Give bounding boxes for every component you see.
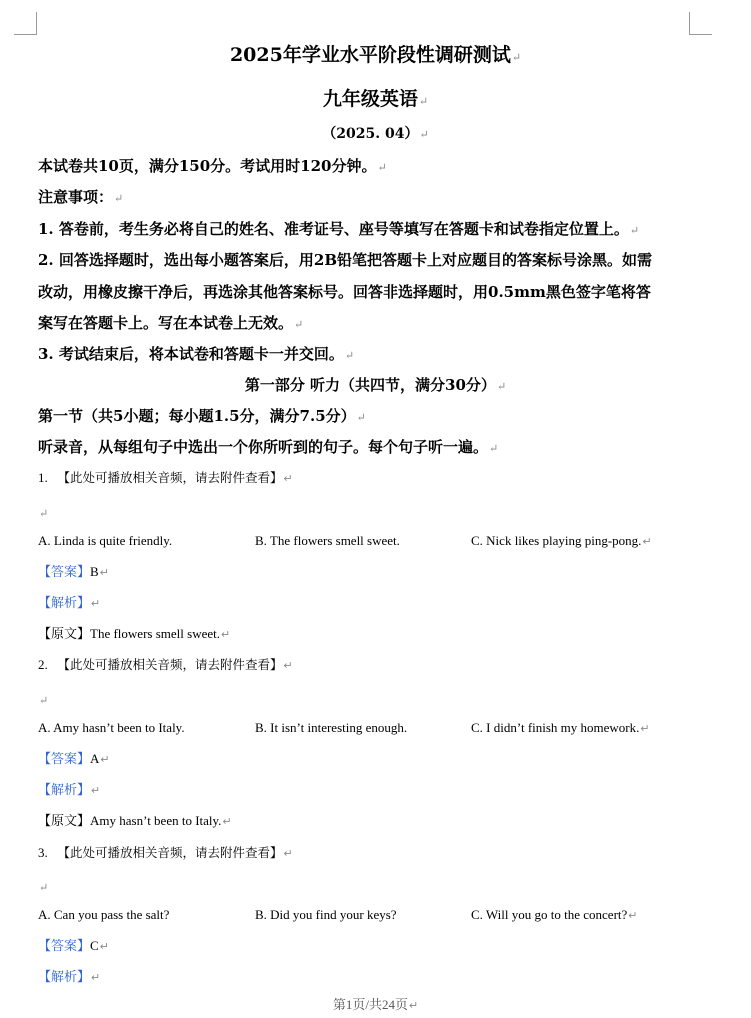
note-3: 3. 考试结束后，将本试卷和答题卡一并交回。↵ [38,345,355,363]
audio-note: 【此处可播放相关音频，请去附件查看】 [57,470,283,485]
question-1-option-a: A. Linda is quite friendly. [38,533,173,548]
crop-mark-top-left [14,12,37,35]
exam-info: 本试卷共10页，满分150分。考试用时120分钟。↵ [38,157,387,175]
exam-date: （2025. 04）↵ [322,126,429,142]
page-number: 第1页/共24页↵ [332,997,419,1012]
question-2-option-c: C. I didn’t finish my homework.↵ [471,720,650,735]
question-3-header: 3. 【此处可播放相关音频，请去附件查看】↵ [38,845,293,860]
section-instruction: 听录音，从每组句子中选出一个你所听到的句子。每个句子听一遍。↵ [38,438,499,456]
question-3-answer: 【答案】C↵ [38,938,109,954]
exam-subject: 九年级英语↵ [322,88,429,110]
note-2-line-1: 2. 回答选择题时，选出每小题答案后，用2B铅笔把答题卡上对应题目的答案标号涂黑。如需 [38,251,653,269]
question-1-answer: 【答案】B↵ [38,564,109,580]
part-one-title: 第一部分 听力（共四节，满分30分）↵ [244,376,507,394]
section-one-title: 第一节（共5小题；每小题1.5分，满分7.5分）↵ [38,407,366,425]
audio-note: 【此处可播放相关音频，请去附件查看】 [57,845,283,860]
question-3-analysis: 【解析】↵ [38,970,101,985]
blank-line: ↵ [39,694,49,707]
question-3-option-a: A. Can you pass the salt? [38,907,170,922]
exam-title: 2025年学业水平阶段性调研测试↵ [229,44,522,66]
note-2-line-2: 改动，用橡皮擦干净后，再选涂其他答案标号。回答非选择题时，用0.5mm黑色签字笔将答 [38,283,651,301]
question-1-option-c: C. Nick likes playing ping-pong.↵ [471,533,652,548]
question-2-option-b: B. It isn’t interesting enough. [255,720,408,735]
audio-note: 【此处可播放相关音频，请去附件查看】 [57,657,283,672]
blank-line: ↵ [39,881,49,894]
question-3-option-c: C. Will you go to the concert?↵ [471,907,638,922]
question-1-option-b: B. The flowers smell sweet. [255,533,400,548]
question-2-option-a: A. Amy hasn’t been to Italy. [38,720,185,735]
question-3-option-b: B. Did you find your keys? [255,907,397,922]
note-1: 1. 答卷前，考生务必将自己的姓名、准考证号、座号等填写在答题卡和试卷指定位置上。↵ [38,220,640,238]
crop-mark-top-right [689,12,712,35]
question-2-header: 2. 【此处可播放相关音频，请去附件查看】↵ [38,657,293,672]
question-1-header: 1. 【此处可播放相关音频，请去附件查看】↵ [38,470,293,485]
question-2-original: 【原文】Amy hasn’t been to Italy.↵ [38,813,232,829]
question-1-original: 【原文】The flowers smell sweet.↵ [38,626,231,642]
question-2-answer: 【答案】A↵ [38,751,110,767]
question-2-analysis: 【解析】↵ [38,783,101,798]
blank-line: ↵ [39,507,49,520]
notes-label: 注意事项：↵ [38,188,124,206]
note-2-line-3: 案写在答题卡上。写在本试卷上无效。↵ [38,314,304,332]
question-1-analysis: 【解析】↵ [38,596,101,611]
